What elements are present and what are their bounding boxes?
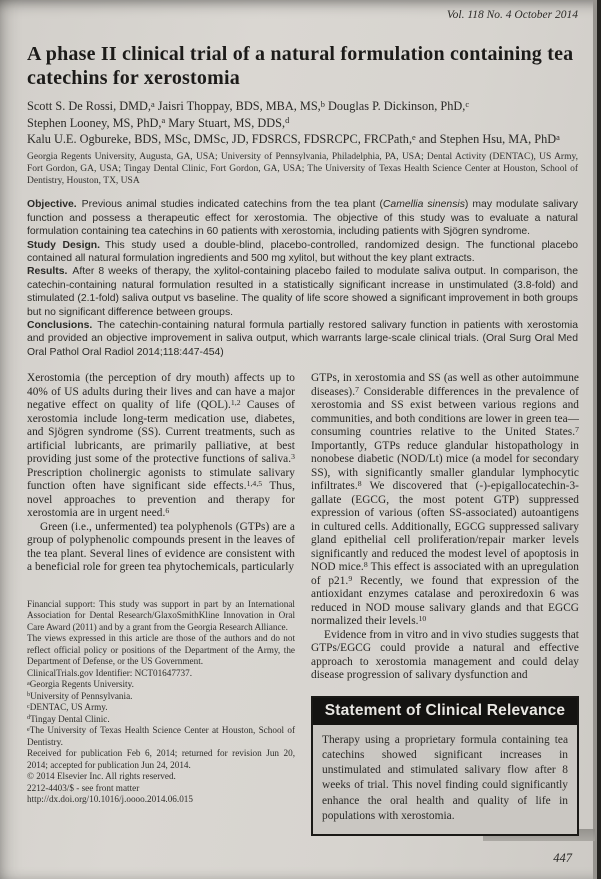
abstract-section-label: Objective. [27,199,77,211]
footnote: $^a$Georgia Regents University. [27,679,134,690]
footnote: http://dx.doi.org/10.1016/j.oooo.2014.06.015 [27,794,193,805]
body-columns [27,372,578,836]
footnote: © 2014 Elsevier Inc. All rights reserved. [27,771,176,782]
clinical-relevance-box [311,696,579,836]
author-line: Scott S. De Rossi, DMD,$^a$ Jaisri Thoppay, BDS, MBA, MS,$^b$ Douglas P. Dickinson, PhD,$^c$ [27,99,470,113]
abstract-section [27,239,578,266]
abstract-section-text: The catechin-containing natural formula partially restored salivary function in patients with xerostomia and provided an objective improvement in saliva output, which warrants large-scale clinical trials. (Oral Surg Oral Med Oral Pathol Oral Radiol 2014;118:447-454) [27,320,578,358]
scan-artifact-right-edge [597,0,601,879]
left-paragraphs [27,372,295,575]
article-title: A phase II clinical trial of a natural formulation containing tea catechins for xerostomia [27,43,574,89]
footnote: The views expressed in this article are those of the authors and do not reflect official policy or positions of the Department of the Army, the Department of Defense, or the US Government. [27,633,295,667]
footnote: $^e$The University of Texas Health Science Center at Houston, School of Dentistry. [27,725,295,747]
footnotes [27,599,295,806]
author-list [27,98,578,148]
footnote: Financial support: This study was support in part by an International Association for Dental Research/GlaxoSmithKline Innovation in Oral Care Award (2011) and by a grant from the Georgia Research Alliance. [27,598,295,632]
abstract-section [27,198,578,238]
footnote: $^d$Tingay Dental Clinic. [27,713,110,724]
clinical-relevance-text: Therapy using a proprietary formula containing tea catechins showed significant increases in unstimulated and stimulated salivary flow after 8 weeks of trial. This novel finding could significantly enhance the oral health and quality of life in populations with xerostomia. [322,733,568,822]
footnote: $^c$DENTAC, US Army. [27,702,108,713]
page-content [27,0,578,836]
body-paragraph: GTPs, in xerostomia and SS (as well as other autoimmune diseases).$^7$ Considerable differences in the prevalence of xerostomia and SS exist between various regions and communities, and both conditions are lower in green tea—consuming countries relative to the United States.$^7$ Importantly, GTPs reduce glandular histopathology in nonobese diabetic (NOD/Lt) mice (a model for secondary SS), with significantly smaller glandular lymphocytic infiltrates.$^8$ We discovered that (-)-epigallocatechin-3-gallate (EGCG, the most potent GTP) suppressed expression of various (often SS-associated) autoantigens in cultured cells. Additionally, EGCG suppressed salivary gland epithelial cell proliferation/repair marker levels significantly and reduced the modest level of apoptosis in NOD mice.$^8$ This effect is associated with an upregulation of p21.$^9$ Recently, we found that expression of the antioxidant enzymes catalase and peroxiredoxin 6 was reduced in NOD mouse salivary glands and that EGCG normalized their levels.$^{10}$ [311,372,579,628]
footnote: ClinicalTrials.gov Identifier: NCT01647737. [27,667,193,678]
abstract-section-label: Results. [27,266,68,278]
body-paragraph: Xerostomia (the perception of dry mouth) affects up to 40% of US adults during their lives and can have a major negative effect on quality of life (QOL).$^{1,2}$ Causes of xerostomia include long-term medication use, diabetes, and Sjögren syndrome (SS). Current treatments, such as artificial lubricants, are primarily palliative, at best providing just some of the protective functions of saliva.$^3$ Prescription cholinergic agonists to stimulate salivary function often have significant side effects.$^{1,4,5}$ Thus, novel approaches to prevention and therapy for xerostomia are in urgent need.$^6$ [27,372,295,520]
abstract [27,198,578,359]
body-paragraph: Green (i.e., unfermented) tea polyphenols (GTPs) are a group of polyphenolic compounds present in the leaves of the tea plant. Several lines of evidence are consistent with a beneficial role for green tea phytochemicals, particularly [27,520,295,574]
author-line: Kalu U.E. Ogbureke, BDS, MSc, DMSc, JD, FDSRCS, FDSRCPC, FRCPath,$^e$ and Stephen Hsu, MA, PhD$^a$ [27,132,560,146]
clinical-relevance-title: Statement of Clinical Relevance [313,698,577,725]
journal-header: Vol. 118 No. 4 October 2014 [446,9,578,21]
abstract-section-label: Conclusions. [27,320,93,332]
footnote: 2212-4403/$ - see front matter [27,782,140,793]
footnote: $^b$University of Pennsylvania. [27,690,133,701]
abstract-section-text: After 8 weeks of therapy, the xylitol-containing placebo failed to modulate saliva output. In comparison, the catechin-containing natural formulation resulted in a statistically significant increase in unstimulated (3.8-fold) and stimulated (2.1-fold) saliva output vs baseline. The quality of life score showed a significant improvement in both groups but no significant difference between groups. [27,266,578,318]
abstract-section [27,319,578,359]
author-line: Stephen Looney, MS, PhD,$^a$ Mary Stuart, MS, DDS,$^d$ [27,115,290,130]
footnote: Received for publication Feb 6, 2014; returned for revision Jun 20, 2014; accepted for publication Jun 24, 2014. [27,748,295,770]
body-paragraph: Evidence from in vitro and in vivo studies suggests that GTPs/EGCG could provide a natural and effective approach to xerostomia management and could delay disease progression of salivary dysfunction and [311,628,579,682]
abstract-section-text: This study used a double-blind, placebo-controlled, randomized design. The functional placebo contained all natural formulation ingredients and 500 mg xylitol, but without the key plant extracts. [27,239,578,265]
abstract-section [27,265,578,319]
body-right-column [311,372,579,836]
body-left-column [27,372,295,836]
abstract-section-label: Study Design. [27,239,101,251]
abstract-section-text: Previous animal studies indicated catechins from the tea plant (Camellia sinensis) may modulate salivary function and possess a therapeutic effect for xerostomia. The objective of this study was to evaluate a natural formulation containing tea catechins in 60 patients with xerostomia, including patients with Sjögren syndrome. [27,199,579,238]
page-number: 447 [553,851,572,865]
affiliations: Georgia Regents University, Augusta, GA, USA; University of Pennsylvania, Philadelphia, PA, USA; Dental Activity (DENTAC), US Army, Fort Gordon, GA, USA; Tingay Dental Clinic, Fort Gordon, GA, USA; The University of Texas Health Science Center at Houston, School of Dentistry, Houston, TX, USA [27,151,578,187]
right-paragraphs [311,372,579,683]
